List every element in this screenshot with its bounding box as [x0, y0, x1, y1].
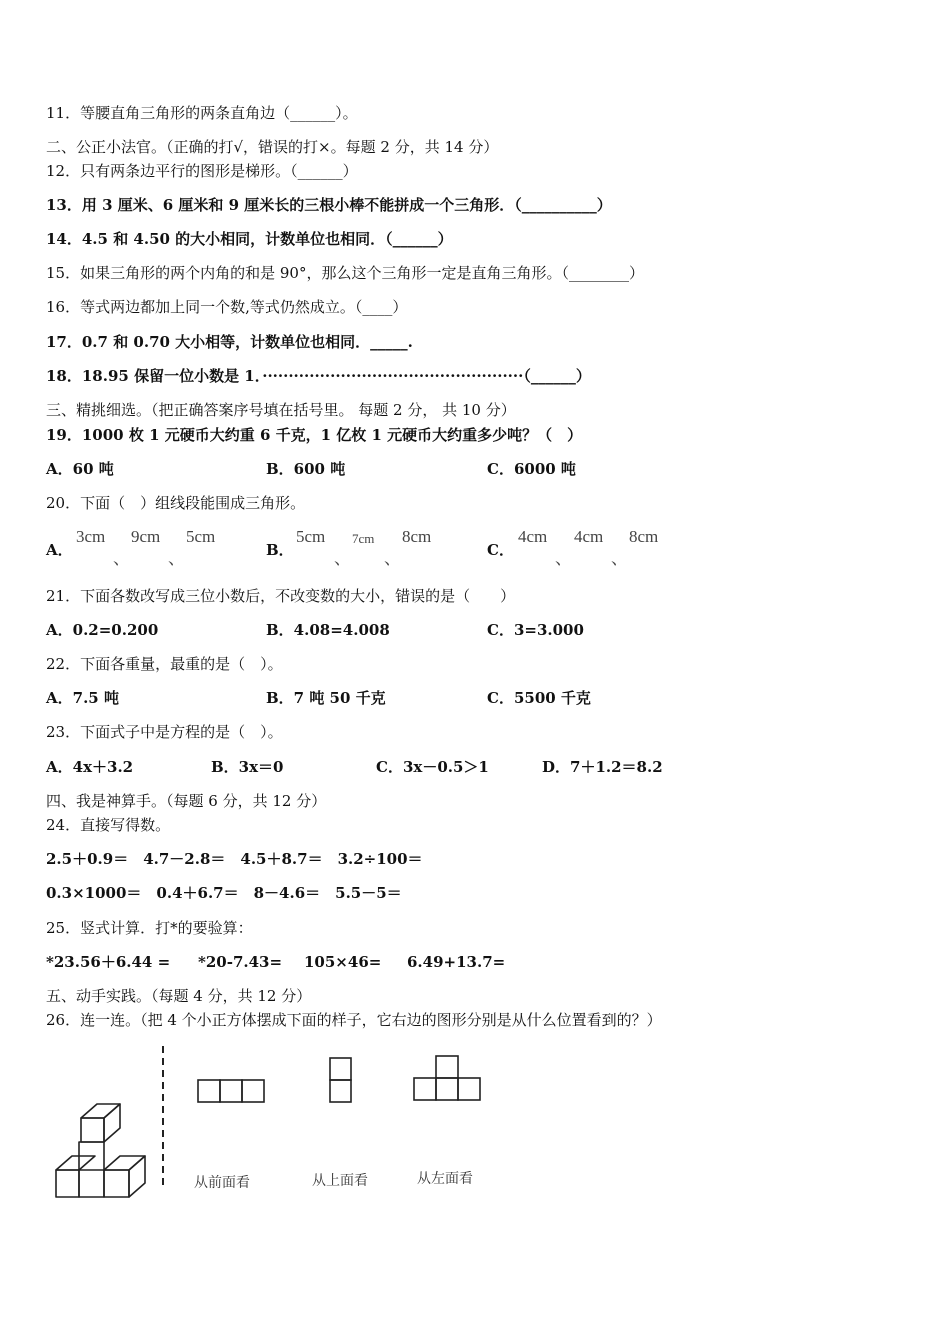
section-4-heading: 四、我是神算手。（每题 6 分，共 12 分）: [46, 792, 327, 810]
q23-option-d: D．7＋1.2＝8.2: [542, 758, 663, 776]
q20-option-c-label: C．: [487, 541, 514, 559]
section-2-heading: 二、公正小法官。（正确的打√，错误的打×。每题 2 分，共 14 分）: [46, 138, 499, 156]
q23-option-b: B．3x＝0: [211, 758, 284, 776]
q23-option-c: C．3x－0.5＞1: [376, 758, 489, 776]
caption-top-view: 从上面看: [312, 1173, 368, 1189]
caption-left-view: 从左面看: [417, 1171, 473, 1187]
q20-a-segment-2: 9cm: [131, 527, 161, 546]
question-20: 20．下面（ ）组线段能围成三角形。: [46, 494, 306, 512]
question-12: 12．只有两条边平行的图形是梯形。（______）: [46, 162, 358, 180]
q20-b-sep-1: 、: [334, 549, 351, 568]
q20-b-segment-3: 8cm: [402, 527, 432, 546]
q22-option-a: A．7.5 吨: [46, 689, 119, 707]
q25-item-2: *20-7.43=: [198, 953, 283, 971]
question-15: 15．如果三角形的两个内角的和是 90°，那么这个三角形一定是直角三角形。（________）: [46, 264, 644, 282]
cube-stack-drawing: [56, 1104, 145, 1197]
front-view-shape: [198, 1080, 264, 1102]
q24-row-1: 2.5＋0.9＝ 4.7－2.8＝ 4.5＋8.7＝ 3.2÷100＝: [46, 850, 423, 868]
q20-option-b-label: B．: [266, 541, 294, 559]
top-view-shape: [330, 1058, 351, 1102]
caption-front-view: 从前面看: [194, 1175, 250, 1191]
question-24: 24．直接写得数。: [46, 816, 171, 834]
q23-option-a: A．4x＋3.2: [46, 758, 134, 776]
question-21: 21．下面各数改写成三位小数后，不改变数的大小，错误的是（ ）: [46, 587, 516, 605]
q19-option-a: A．60 吨: [46, 460, 114, 478]
q20-a-segment-3: 5cm: [186, 527, 216, 546]
q22-option-c: C．5500 千克: [487, 689, 591, 707]
q20-a-segment-1: 3cm: [76, 527, 106, 546]
q20-c-segment-2: 4cm: [574, 527, 604, 546]
q22-option-b: B．7 吨 50 千克: [266, 689, 386, 707]
q19-option-c: C．6000 吨: [487, 460, 576, 478]
question-23: 23．下面式子中是方程的是（ ）。: [46, 723, 283, 741]
q25-item-4: 6.49+13.7=: [407, 953, 506, 971]
q21-option-a: A．0.2=0.200: [46, 621, 159, 639]
question-18: 18．18.95 保留一位小数是 1．··················································（______）: [46, 367, 591, 385]
q20-a-sep-2: 、: [168, 549, 185, 568]
q19-option-b: B．600 吨: [266, 460, 346, 478]
question-17: 17．0.7 和 0.70 大小相等，计数单位也相同．_____.: [46, 333, 413, 351]
question-26: 26．连一连。（把 4 个小正方体摆成下面的样子，它右边的图形分别是从什么位置看到的？）: [46, 1011, 662, 1029]
section-3-heading: 三、精挑细选。（把正确答案序号填在括号里。 每题 2 分， 共 10 分）: [46, 401, 516, 419]
q21-option-b: B．4.08=4.008: [266, 621, 390, 639]
question-16: 16．等式两边都加上同一个数,等式仍然成立。（____）: [46, 298, 408, 316]
q20-c-segment-1: 4cm: [518, 527, 548, 546]
q26-figure: [0, 1040, 950, 1260]
question-11: 11．等腰直角三角形的两条直角边（______）。: [46, 104, 358, 122]
q20-c-segment-3: 8cm: [629, 527, 659, 546]
section-5-heading: 五、动手实践。（每题 4 分，共 12 分）: [46, 987, 312, 1005]
question-22: 22．下面各重量，最重的是（ ）。: [46, 655, 283, 673]
q20-a-sep-1: 、: [113, 549, 130, 568]
q24-row-2: 0.3×1000＝ 0.4＋6.7＝ 8－4.6＝ 5.5－5＝: [46, 884, 402, 902]
q21-option-c: C．3=3.000: [487, 621, 584, 639]
q20-c-sep-1: 、: [555, 549, 572, 568]
q20-option-a-label: A．: [46, 541, 73, 559]
question-25: 25．竖式计算．打*的要验算：: [46, 919, 253, 937]
q20-b-segment-1: 5cm: [296, 527, 326, 546]
question-19: 19．1000 枚 1 元硬币大约重 6 千克，1 亿枚 1 元硬币大约重多少吨？（ ）: [46, 426, 583, 444]
question-14: 14．4.5 和 4.50 的大小相同，计数单位也相同．（______）: [46, 230, 453, 248]
q25-item-3: 105×46=: [304, 953, 382, 971]
q20-b-segment-2: 7cm: [352, 531, 375, 546]
q20-b-sep-2: 、: [384, 549, 401, 568]
question-13: 13．用 3 厘米、6 厘米和 9 厘米长的三根小棒不能拼成一个三角形．（__________）: [46, 196, 612, 214]
q20-c-sep-2: 、: [611, 549, 628, 568]
left-view-shape: [414, 1056, 480, 1100]
q25-item-1: *23.56＋6.44 =: [46, 953, 171, 971]
